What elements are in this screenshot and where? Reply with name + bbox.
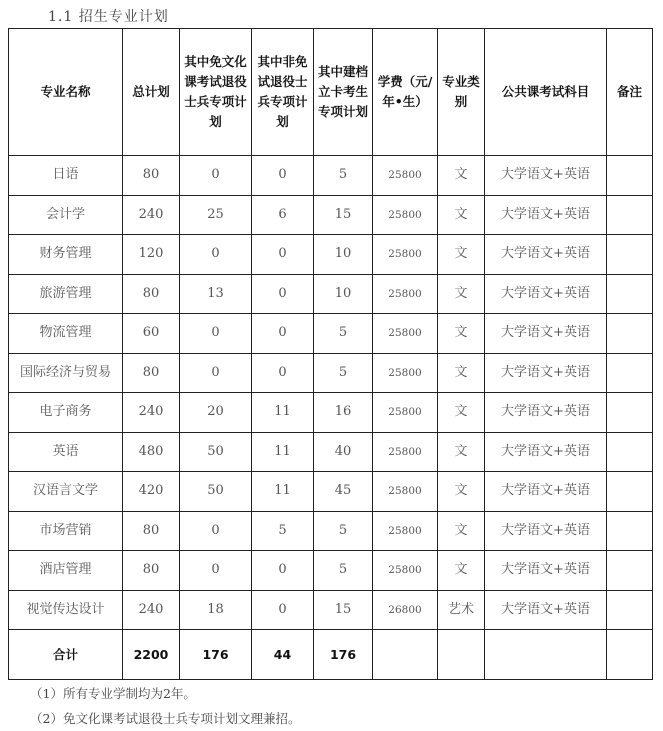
cell-category: 文 [438,156,485,196]
cell-category: 文 [438,235,485,275]
totals-category [438,630,485,680]
table-row [9,274,653,314]
cell-nonexempt: 11 [252,472,314,512]
cell-fee: 25800 [373,472,438,512]
header-row [9,29,653,156]
cell-major: 电子商务 [9,393,123,433]
cell-category: 文 [438,432,485,472]
cell-fee: 25800 [373,274,438,314]
cell-total: 240 [123,393,180,433]
cell-total: 80 [123,156,180,196]
cell-nonexempt: 0 [252,314,314,354]
cell-remarks [607,195,653,235]
cell-total: 420 [123,472,180,512]
cell-major: 国际经济与贸易 [9,353,123,393]
cell-category: 文 [438,511,485,551]
table-row [9,590,653,630]
cell-remarks [607,472,653,512]
totals-exempt: 176 [180,630,252,680]
cell-category: 文 [438,353,485,393]
cell-fee: 25800 [373,551,438,591]
header-exempt-veterans: 其中免文化课考试退役士兵专项计划 [180,29,252,156]
cell-fee: 25800 [373,235,438,275]
totals-row [9,630,653,680]
cell-total: 80 [123,353,180,393]
header-category: 专业类别 [438,29,485,156]
table-row [9,195,653,235]
table-row [9,432,653,472]
cell-category: 文 [438,274,485,314]
cell-exempt: 0 [180,156,252,196]
cell-exempt: 50 [180,472,252,512]
cell-remarks [607,511,653,551]
cell-total: 120 [123,235,180,275]
cell-exempt: 0 [180,235,252,275]
cell-archived: 16 [314,393,373,433]
cell-category: 文 [438,472,485,512]
cell-nonexempt: 11 [252,432,314,472]
cell-subjects: 大学语文+英语 [485,590,607,630]
notes [30,681,300,731]
cell-fee: 25800 [373,156,438,196]
cell-exempt: 0 [180,353,252,393]
cell-fee: 25800 [373,314,438,354]
table-row [9,314,653,354]
cell-exempt: 50 [180,432,252,472]
cell-total: 240 [123,590,180,630]
cell-fee: 26800 [373,590,438,630]
cell-subjects: 大学语文+英语 [485,156,607,196]
cell-archived: 15 [314,590,373,630]
cell-remarks [607,432,653,472]
cell-major: 旅游管理 [9,274,123,314]
totals-remarks [607,630,653,680]
cell-total: 80 [123,274,180,314]
totals-subjects [485,630,607,680]
cell-nonexempt: 6 [252,195,314,235]
table-row [9,393,653,433]
table-row [9,235,653,275]
cell-nonexempt: 0 [252,274,314,314]
cell-subjects: 大学语文+英语 [485,195,607,235]
header-nonexempt-veterans: 其中非免试退役士兵专项计划 [252,29,314,156]
cell-subjects: 大学语文+英语 [485,472,607,512]
header-total: 总计划 [123,29,180,156]
cell-remarks [607,590,653,630]
cell-exempt: 25 [180,195,252,235]
cell-category: 文 [438,195,485,235]
cell-archived: 10 [314,274,373,314]
cell-category: 文 [438,393,485,433]
cell-major: 市场营销 [9,511,123,551]
cell-subjects: 大学语文+英语 [485,274,607,314]
cell-total: 240 [123,195,180,235]
cell-remarks [607,353,653,393]
cell-archived: 5 [314,511,373,551]
cell-exempt: 0 [180,314,252,354]
cell-nonexempt: 0 [252,235,314,275]
totals-nonexempt: 44 [252,630,314,680]
cell-exempt: 0 [180,551,252,591]
cell-remarks [607,156,653,196]
header-archived-poverty: 其中建档立卡考生专项计划 [314,29,373,156]
cell-remarks [607,274,653,314]
cell-archived: 5 [314,156,373,196]
enrollment-plan-table [8,28,653,680]
cell-category: 文 [438,314,485,354]
table-row [9,156,653,196]
cell-major: 财务管理 [9,235,123,275]
totals-archived: 176 [314,630,373,680]
cell-total: 80 [123,511,180,551]
header-major: 专业名称 [9,29,123,156]
cell-archived: 5 [314,314,373,354]
cell-archived: 5 [314,353,373,393]
table-row [9,511,653,551]
cell-fee: 25800 [373,195,438,235]
cell-subjects: 大学语文+英语 [485,551,607,591]
cell-subjects: 大学语文+英语 [485,314,607,354]
cell-major: 视觉传达设计 [9,590,123,630]
cell-nonexempt: 5 [252,511,314,551]
cell-major: 英语 [9,432,123,472]
cell-major: 酒店管理 [9,551,123,591]
header-fee: 学费（元/年•生） [373,29,438,156]
cell-remarks [607,314,653,354]
cell-nonexempt: 0 [252,590,314,630]
cell-subjects: 大学语文+英语 [485,353,607,393]
cell-subjects: 大学语文+英语 [485,235,607,275]
header-subjects: 公共课考试科目 [485,29,607,156]
cell-major: 会计学 [9,195,123,235]
cell-major: 日语 [9,156,123,196]
section-title: 1.1 招生专业计划 [48,9,169,25]
cell-remarks [607,551,653,591]
cell-remarks [607,393,653,433]
cell-category: 艺术 [438,590,485,630]
cell-exempt: 18 [180,590,252,630]
table-row [9,353,653,393]
cell-archived: 5 [314,551,373,591]
header-remarks: 备注 [607,29,653,156]
table-row [9,551,653,591]
cell-remarks [607,235,653,275]
totals-fee [373,630,438,680]
cell-nonexempt: 0 [252,156,314,196]
cell-total: 60 [123,314,180,354]
cell-archived: 15 [314,195,373,235]
cell-subjects: 大学语文+英语 [485,432,607,472]
cell-major: 汉语言文学 [9,472,123,512]
totals-total: 2200 [123,630,180,680]
cell-archived: 40 [314,432,373,472]
cell-fee: 25800 [373,511,438,551]
cell-fee: 25800 [373,353,438,393]
cell-nonexempt: 0 [252,353,314,393]
cell-archived: 45 [314,472,373,512]
cell-exempt: 20 [180,393,252,433]
cell-fee: 25800 [373,432,438,472]
cell-total: 480 [123,432,180,472]
table-row [9,472,653,512]
cell-subjects: 大学语文+英语 [485,393,607,433]
cell-fee: 25800 [373,393,438,433]
cell-archived: 10 [314,235,373,275]
cell-subjects: 大学语文+英语 [485,511,607,551]
totals-label: 合计 [9,630,123,680]
cell-exempt: 0 [180,511,252,551]
cell-total: 80 [123,551,180,591]
cell-exempt: 13 [180,274,252,314]
cell-major: 物流管理 [9,314,123,354]
cell-category: 文 [438,551,485,591]
note-item: （2）免文化课考试退役士兵专项计划文理兼招。 [30,711,301,726]
note-item: （1）所有专业学制均为2年。 [30,686,196,701]
cell-nonexempt: 0 [252,551,314,591]
cell-nonexempt: 11 [252,393,314,433]
